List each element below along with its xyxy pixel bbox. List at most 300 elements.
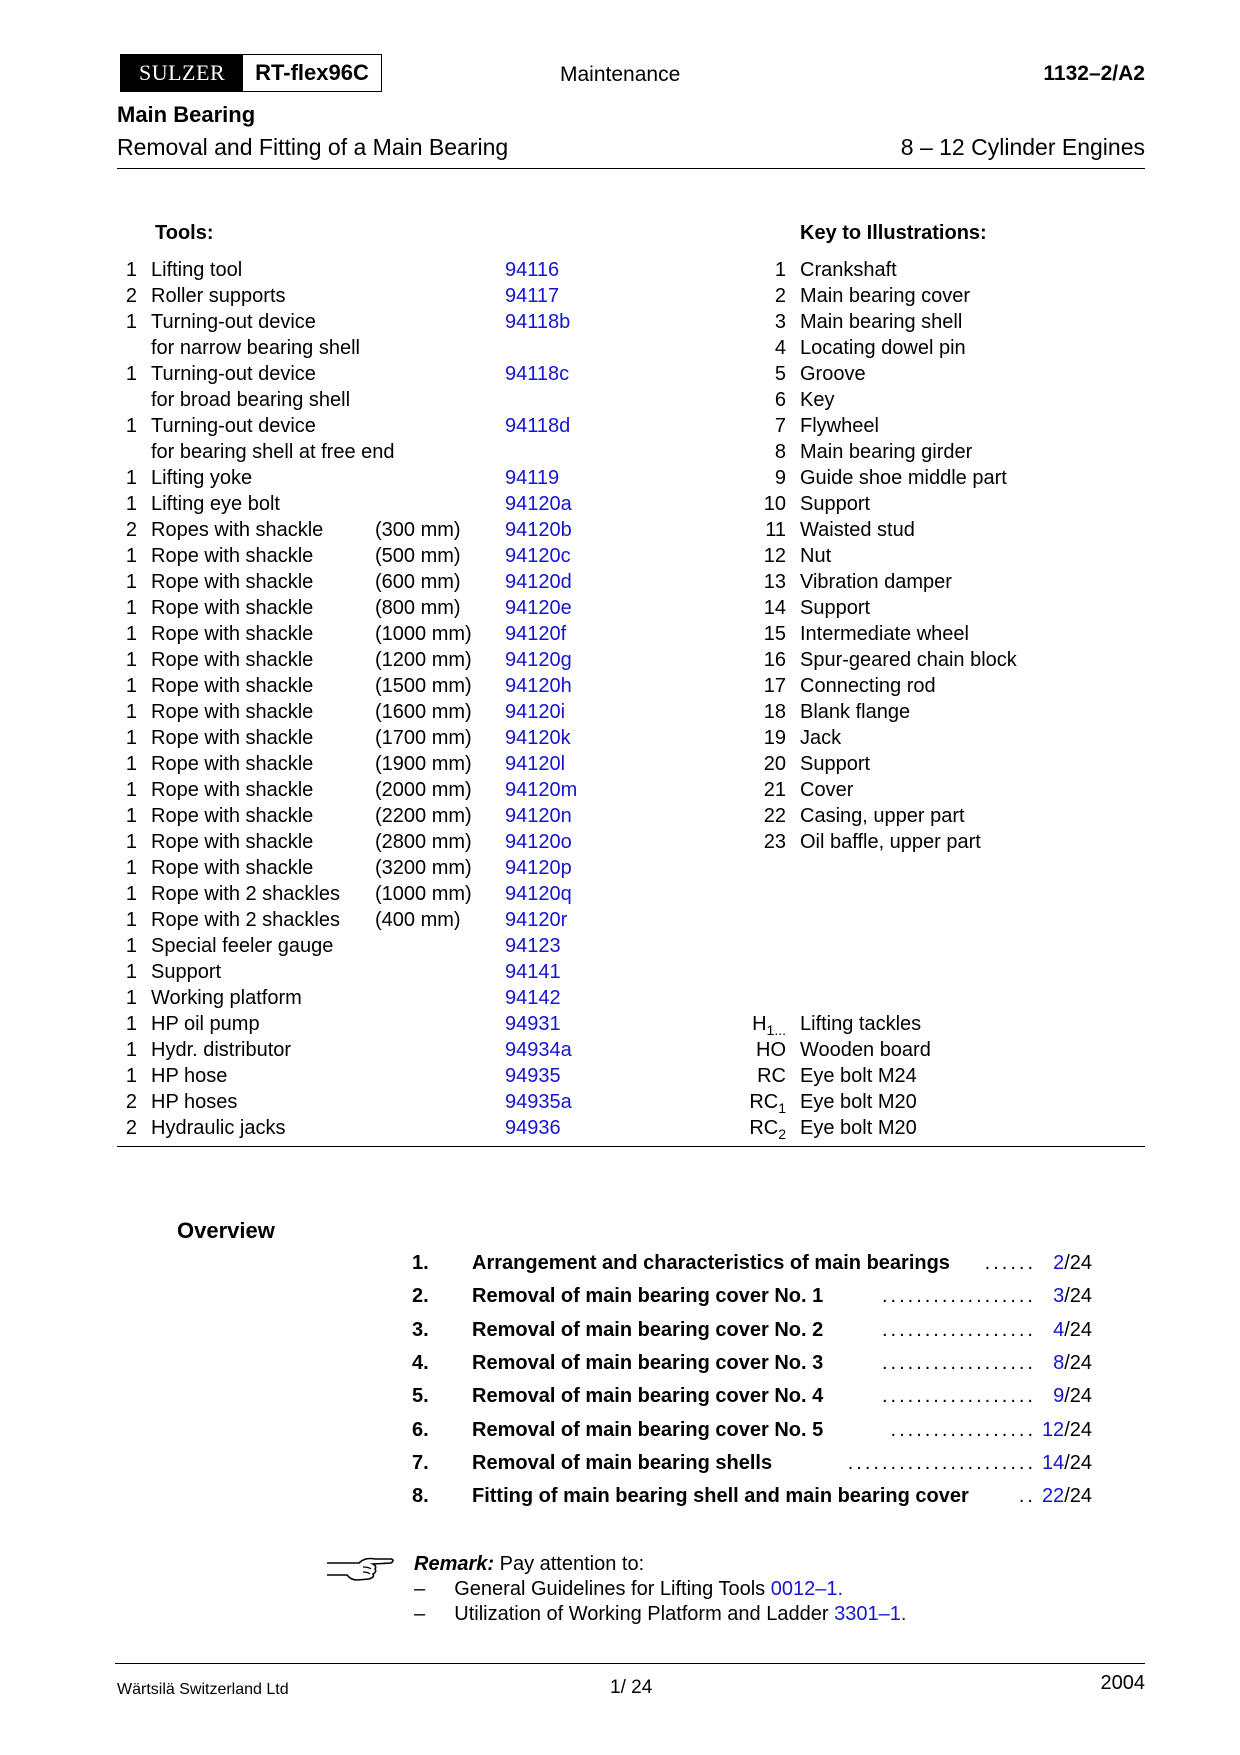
page-subtitle: Removal and Fitting of a Main Bearing xyxy=(117,134,509,160)
key-number-base: RC xyxy=(749,1117,779,1139)
tool-row xyxy=(115,1037,675,1063)
key-number xyxy=(742,647,786,673)
overview-title: Fitting of main bearing shell and main bearing cover xyxy=(472,1485,969,1508)
overview-number: 8. xyxy=(412,1485,429,1508)
tool-row xyxy=(115,907,675,933)
overview-page-total: /24 xyxy=(1064,1351,1092,1374)
overview-page-link[interactable]: 9 xyxy=(1053,1385,1065,1408)
tool-row xyxy=(115,647,675,673)
tools-divider xyxy=(117,1146,1145,1147)
key-number-base: 16 xyxy=(763,649,786,671)
remark-text: Utilization of Working Platform and Ladder xyxy=(454,1603,835,1625)
key-row xyxy=(742,543,1142,569)
key-name: Main bearing shell xyxy=(800,311,963,333)
key-number xyxy=(742,725,786,751)
tool-length: (800 mm) xyxy=(375,597,461,619)
tool-name: Rope with shackle xyxy=(151,597,314,619)
key-number xyxy=(742,335,786,361)
tool-code-link[interactable]: 94935a xyxy=(505,1091,572,1113)
overview-item[interactable] xyxy=(412,1281,1092,1311)
tool-code-link[interactable]: 94120p xyxy=(505,857,572,879)
key-row xyxy=(742,621,1142,647)
tool-name: Rope with shackle xyxy=(151,727,314,749)
tool-name: HP oil pump xyxy=(151,1013,260,1035)
remark-ref-link[interactable]: 0012–1. xyxy=(770,1578,844,1600)
tool-qty: 1 xyxy=(125,311,137,333)
tool-qty: 2 xyxy=(125,285,137,307)
key-number-base: 1 xyxy=(774,259,786,281)
key-row xyxy=(742,647,1142,673)
year: 2004 xyxy=(1100,1672,1145,1694)
engine-range: 8 – 12 Cylinder Engines xyxy=(900,134,1145,160)
overview-page-link[interactable]: 12 xyxy=(1041,1418,1065,1441)
overview-item[interactable] xyxy=(412,1381,1092,1411)
tool-code-link[interactable]: 94936 xyxy=(505,1117,561,1139)
tool-row xyxy=(115,309,675,335)
tool-length: (1700 mm) xyxy=(375,727,472,749)
tool-code-link[interactable]: 94120f xyxy=(505,623,567,645)
key-number xyxy=(742,1063,786,1089)
key-number-base: 2 xyxy=(774,285,786,307)
key-number xyxy=(742,465,786,491)
key-name: Support xyxy=(800,493,871,515)
tool-name: Rope with shackle xyxy=(151,571,314,593)
tool-qty: 2 xyxy=(125,1091,137,1113)
tool-row xyxy=(115,413,675,439)
pointing-hand-icon xyxy=(325,1553,397,1583)
tool-name: for narrow bearing shell xyxy=(151,337,360,359)
key-number-base: 19 xyxy=(763,727,786,749)
tool-name: Support xyxy=(151,961,222,983)
tool-name: Rope with shackle xyxy=(151,831,314,853)
overview-page xyxy=(1053,1315,1092,1345)
tool-code-link[interactable]: 94934a xyxy=(505,1039,572,1061)
key-name: Eye bolt M20 xyxy=(800,1091,917,1113)
tool-name: Working platform xyxy=(151,987,302,1009)
key-number-base: 20 xyxy=(763,753,786,775)
overview-page xyxy=(1053,1248,1092,1278)
tool-qty: 1 xyxy=(125,623,137,645)
key-name: Vibration damper xyxy=(800,571,952,593)
key-row xyxy=(742,699,1142,725)
tool-length: (600 mm) xyxy=(375,571,461,593)
tool-code-link[interactable]: 94142 xyxy=(505,987,561,1009)
overview-page-link[interactable]: 8 xyxy=(1053,1351,1065,1374)
tool-code-link[interactable]: 94120b xyxy=(505,519,572,541)
overview-page-link[interactable]: 3 xyxy=(1053,1285,1065,1308)
tool-name: Rope with shackle xyxy=(151,675,314,697)
key-number-base: 14 xyxy=(763,597,786,619)
overview-title: Removal of main bearing cover No. 4 xyxy=(472,1385,824,1408)
key-row xyxy=(742,569,1142,595)
remark-block xyxy=(414,1552,906,1627)
tool-code-link[interactable]: 94120k xyxy=(505,727,571,749)
tool-name: Rope with shackle xyxy=(151,779,314,801)
key-row xyxy=(742,517,1142,543)
tool-name: HP hose xyxy=(151,1065,228,1087)
key-number xyxy=(742,543,786,569)
key-name: Intermediate wheel xyxy=(800,623,969,645)
key-name: Spur-geared chain block xyxy=(800,649,1017,671)
key-number-base: RC xyxy=(757,1065,786,1087)
tool-length: (2000 mm) xyxy=(375,779,472,801)
tool-code-link[interactable]: 94120g xyxy=(505,649,572,671)
tool-length: (300 mm) xyxy=(375,519,461,541)
tool-qty: 1 xyxy=(125,597,137,619)
key-name: Eye bolt M24 xyxy=(800,1065,917,1087)
key-number-base: 23 xyxy=(763,831,786,853)
tool-length: (2800 mm) xyxy=(375,831,472,853)
key-row xyxy=(742,1089,1142,1115)
tool-row xyxy=(115,751,675,777)
key-name: Guide shoe middle part xyxy=(800,467,1007,489)
key-number xyxy=(742,1037,786,1063)
tool-qty: 1 xyxy=(125,1039,137,1061)
key-row xyxy=(742,803,1142,829)
tool-length: (1000 mm) xyxy=(375,883,472,905)
key-number xyxy=(742,387,786,413)
key-number-base: 6 xyxy=(774,389,786,411)
tool-row xyxy=(115,621,675,647)
tool-row xyxy=(115,1115,675,1141)
overview-heading: Overview xyxy=(177,1218,275,1243)
tool-name: Rope with shackle xyxy=(151,545,314,567)
key-row xyxy=(742,1011,1142,1037)
key-number-base: 5 xyxy=(774,363,786,385)
tool-row xyxy=(115,829,675,855)
footer-divider xyxy=(115,1663,1145,1664)
tool-row xyxy=(115,725,675,751)
overview-item[interactable] xyxy=(412,1481,1092,1511)
overview-item[interactable] xyxy=(412,1248,1092,1278)
tool-code-link[interactable]: 94141 xyxy=(505,961,561,983)
overview-leader-dots: .................. xyxy=(881,1285,1036,1308)
tool-qty: 1 xyxy=(125,909,137,931)
key-number xyxy=(742,361,786,387)
tool-name: Rope with 2 shackles xyxy=(151,883,340,905)
key-number xyxy=(742,1115,786,1147)
tool-name: Lifting yoke xyxy=(151,467,253,489)
key-number-base: 17 xyxy=(763,675,786,697)
overview-number: 6. xyxy=(412,1418,429,1441)
page-title: Main Bearing xyxy=(117,102,256,127)
tool-row xyxy=(115,257,675,283)
key-row xyxy=(742,439,1142,465)
tool-length: (3200 mm) xyxy=(375,857,472,879)
overview-page xyxy=(1053,1281,1092,1311)
remark-intro: Pay attention to: xyxy=(499,1553,645,1575)
tool-qty: 1 xyxy=(125,493,137,515)
tool-name: Rope with shackle xyxy=(151,753,314,775)
key-name: Casing, upper part xyxy=(800,805,965,827)
tool-qty: 1 xyxy=(125,753,137,775)
key-row xyxy=(742,673,1142,699)
tool-code-link[interactable]: 94120r xyxy=(505,909,568,931)
overview-page-total: /24 xyxy=(1064,1318,1092,1341)
company-name: Wärtsilä Switzerland Ltd xyxy=(117,1681,289,1698)
tool-code-link[interactable]: 94935 xyxy=(505,1065,561,1087)
tool-row xyxy=(115,569,675,595)
overview-page-link[interactable]: 4 xyxy=(1053,1318,1065,1341)
tool-row xyxy=(115,855,675,881)
key-row xyxy=(742,413,1142,439)
key-number xyxy=(742,491,786,517)
document-number: 1132–2/A2 xyxy=(1043,62,1145,85)
key-number xyxy=(742,777,786,803)
overview-page-link[interactable]: 2 xyxy=(1053,1252,1065,1274)
key-number xyxy=(742,829,786,855)
overview-item[interactable] xyxy=(412,1348,1092,1378)
tool-row xyxy=(115,517,675,543)
tool-qty: 1 xyxy=(125,779,137,801)
tool-code-link[interactable]: 94116 xyxy=(505,259,560,281)
tool-code-link[interactable]: 94120h xyxy=(505,675,572,697)
key-number-base: RC xyxy=(749,1091,779,1113)
tool-name: Hydraulic jacks xyxy=(151,1117,286,1139)
key-number-sub: 1 xyxy=(778,1100,786,1116)
tool-qty: 1 xyxy=(125,831,137,853)
overview-page-total: /24 xyxy=(1064,1485,1092,1508)
tool-name: Turning-out device xyxy=(151,415,316,437)
tool-row xyxy=(115,543,675,569)
key-number xyxy=(742,257,786,283)
overview-item[interactable] xyxy=(412,1315,1092,1345)
key-name: Oil baffle, upper part xyxy=(800,831,981,853)
overview-page-link[interactable]: 22 xyxy=(1041,1485,1065,1508)
overview-leader-dots: ...... xyxy=(984,1252,1036,1274)
tool-name: Turning-out device xyxy=(151,363,316,385)
tool-length: (1600 mm) xyxy=(375,701,472,723)
key-name: Waisted stud xyxy=(800,519,915,541)
key-name: Connecting rod xyxy=(800,675,936,697)
remark-dash: – xyxy=(414,1603,426,1625)
key-row xyxy=(742,1037,1142,1063)
overview-page xyxy=(1042,1415,1092,1445)
key-row xyxy=(742,387,1142,413)
overview-number: 4. xyxy=(412,1351,429,1374)
tool-code-link[interactable]: 94118b xyxy=(505,311,571,333)
tool-row xyxy=(115,933,675,959)
overview-title: Removal of main bearing cover No. 3 xyxy=(472,1351,824,1374)
tool-name: for bearing shell at free end xyxy=(151,441,395,463)
tool-code-link[interactable]: 94117 xyxy=(505,285,560,307)
tool-length: (1900 mm) xyxy=(375,753,472,775)
tool-length: (2200 mm) xyxy=(375,805,472,827)
tool-qty: 1 xyxy=(125,1065,137,1087)
overview-number: 1. xyxy=(412,1252,429,1274)
tool-qty: 1 xyxy=(125,649,137,671)
tool-qty: 1 xyxy=(125,701,137,723)
tool-length: (1200 mm) xyxy=(375,649,472,671)
section-label: Maintenance xyxy=(560,63,681,86)
tool-code-link[interactable]: 94118d xyxy=(505,415,571,437)
tool-code-link[interactable]: 94120c xyxy=(505,545,571,567)
overview-number: 5. xyxy=(412,1385,429,1408)
tool-qty: 1 xyxy=(125,363,137,385)
page-number: 1/ 24 xyxy=(610,1677,653,1698)
remark-dash: – xyxy=(414,1578,426,1600)
key-name: Cover xyxy=(800,779,854,801)
tool-code-link[interactable]: 94120q xyxy=(505,883,572,905)
header-divider xyxy=(117,168,1145,169)
overview-page-total: /24 xyxy=(1064,1385,1092,1408)
overview-title: Removal of main bearing cover No. 5 xyxy=(472,1418,824,1441)
key-row xyxy=(742,465,1142,491)
tool-qty: 1 xyxy=(125,727,137,749)
tool-qty: 2 xyxy=(125,1117,137,1139)
tool-name: Rope with shackle xyxy=(151,805,314,827)
tool-code-link[interactable]: 94120e xyxy=(505,597,572,619)
key-number xyxy=(742,699,786,725)
tool-code-link[interactable]: 94120o xyxy=(505,831,572,853)
tool-name: Rope with shackle xyxy=(151,649,314,671)
key-row xyxy=(742,777,1142,803)
key-row xyxy=(742,335,1142,361)
tool-code-link[interactable]: 94118c xyxy=(505,363,570,385)
key-row xyxy=(742,595,1142,621)
key-name: Support xyxy=(800,753,871,775)
overview-title: Arrangement and characteristics of main bearings xyxy=(472,1252,950,1274)
key-name: Jack xyxy=(800,727,842,749)
tool-name: Rope with shackle xyxy=(151,857,314,879)
tool-name: Special feeler gauge xyxy=(151,935,334,957)
key-row xyxy=(742,491,1142,517)
tool-length: (1000 mm) xyxy=(375,623,472,645)
overview-number: 7. xyxy=(412,1451,429,1474)
overview-leader-dots: .................. xyxy=(881,1351,1036,1374)
tool-qty: 1 xyxy=(125,987,137,1009)
overview-item[interactable] xyxy=(412,1415,1092,1445)
key-number-sub: 2 xyxy=(778,1126,786,1142)
tool-code-link[interactable]: 94931 xyxy=(505,1013,561,1035)
key-number-base: 11 xyxy=(765,519,786,541)
key-number xyxy=(742,673,786,699)
tool-name: Lifting eye bolt xyxy=(151,493,280,515)
key-number xyxy=(742,283,786,309)
key-number xyxy=(742,751,786,777)
key-name: Flywheel xyxy=(800,415,879,437)
tool-name: Rope with 2 shackles xyxy=(151,909,340,931)
tool-row xyxy=(115,699,675,725)
key-row xyxy=(742,309,1142,335)
tool-code-link[interactable]: 94120i xyxy=(505,701,566,723)
tool-row xyxy=(115,491,675,517)
key-number-base: 21 xyxy=(763,779,786,801)
key-name: Main bearing girder xyxy=(800,441,973,463)
key-number-base: 13 xyxy=(763,571,786,593)
tool-row xyxy=(115,881,675,907)
tool-row xyxy=(115,283,675,309)
key-number-base: 15 xyxy=(763,623,786,645)
tool-qty: 2 xyxy=(125,519,137,541)
key-name: Key xyxy=(800,389,835,411)
tool-code-link[interactable]: 94120a xyxy=(505,493,572,515)
tool-qty: 1 xyxy=(125,259,137,281)
tool-qty: 1 xyxy=(125,571,137,593)
tool-qty: 1 xyxy=(125,467,137,489)
tool-code-link[interactable]: 94120l xyxy=(505,753,566,775)
key-number-base: 12 xyxy=(763,545,786,567)
tool-row xyxy=(115,803,675,829)
key-row xyxy=(742,829,1142,855)
tool-length: (1500 mm) xyxy=(375,675,472,697)
key-name: Nut xyxy=(800,545,832,567)
tool-length: (400 mm) xyxy=(375,909,461,931)
key-heading: Key to Illustrations: xyxy=(800,222,987,244)
overview-number: 2. xyxy=(412,1285,429,1308)
overview-leader-dots: ...................... xyxy=(847,1451,1036,1474)
overview-page-total: /24 xyxy=(1064,1418,1092,1441)
tool-row xyxy=(115,1063,675,1089)
key-number-base: 22 xyxy=(763,805,786,827)
tools-heading: Tools: xyxy=(155,222,214,244)
overview-page-total: /24 xyxy=(1064,1285,1092,1308)
key-number xyxy=(742,413,786,439)
tool-name: Rope with shackle xyxy=(151,623,314,645)
key-name: Crankshaft xyxy=(800,259,897,281)
overview-page-total: /24 xyxy=(1064,1252,1092,1274)
key-row xyxy=(742,257,1142,283)
key-number-base: 4 xyxy=(774,337,786,359)
overview-page xyxy=(1042,1448,1092,1478)
overview-title: Removal of main bearing shells xyxy=(472,1451,773,1474)
key-number xyxy=(742,309,786,335)
overview-page-link[interactable]: 14 xyxy=(1041,1451,1065,1474)
tool-row xyxy=(115,673,675,699)
overview-number: 3. xyxy=(412,1318,429,1341)
remark-ref-link[interactable]: 3301–1. xyxy=(834,1603,907,1625)
tool-code-link[interactable]: 94123 xyxy=(505,935,561,957)
key-number-base: 18 xyxy=(763,701,786,723)
tool-row xyxy=(115,387,675,413)
overview-item[interactable] xyxy=(412,1448,1092,1478)
tool-length: (500 mm) xyxy=(375,545,461,567)
key-number-base: HO xyxy=(756,1039,786,1061)
key-number-base: H xyxy=(752,1013,767,1035)
key-number-base: 9 xyxy=(774,467,786,489)
key-number xyxy=(742,569,786,595)
tool-row xyxy=(115,335,675,361)
overview-page xyxy=(1053,1348,1092,1378)
key-number-base: 7 xyxy=(774,415,786,437)
tool-code-link[interactable]: 94119 xyxy=(505,467,560,489)
tool-row xyxy=(115,439,675,465)
tool-row xyxy=(115,985,675,1011)
tool-qty: 1 xyxy=(125,415,137,437)
key-number xyxy=(742,439,786,465)
tool-name: Roller supports xyxy=(151,285,286,307)
tool-qty: 1 xyxy=(125,805,137,827)
key-name: Eye bolt M20 xyxy=(800,1117,917,1139)
key-number-base: 10 xyxy=(763,493,786,515)
key-name: Support xyxy=(800,597,871,619)
tool-code-link[interactable]: 94120n xyxy=(505,805,572,827)
tool-name: Hydr. distributor xyxy=(151,1039,292,1061)
overview-page-total: /24 xyxy=(1064,1451,1092,1474)
tool-name: Rope with shackle xyxy=(151,701,314,723)
tool-code-link[interactable]: 94120d xyxy=(505,571,572,593)
tool-qty: 1 xyxy=(125,857,137,879)
key-row xyxy=(742,283,1142,309)
overview-page xyxy=(1053,1381,1092,1411)
tool-name: Turning-out device xyxy=(151,311,316,333)
tool-code-link[interactable]: 94120m xyxy=(505,779,578,801)
remark-label: Remark: xyxy=(414,1553,495,1575)
key-row xyxy=(742,751,1142,777)
key-name: Blank flange xyxy=(800,701,911,723)
tool-row xyxy=(115,1089,675,1115)
key-row xyxy=(742,1115,1142,1141)
